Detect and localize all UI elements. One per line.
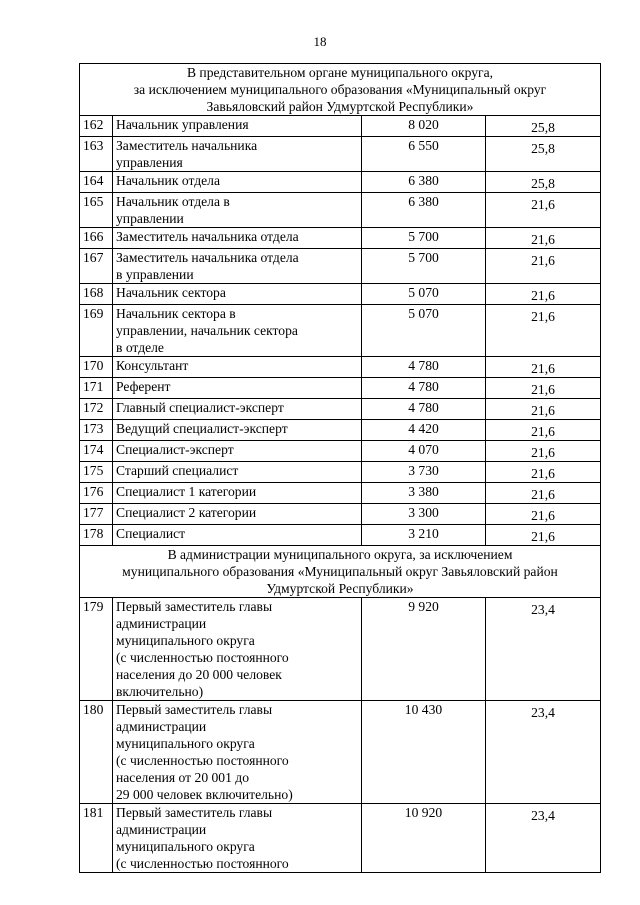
row-number: 177 [80,504,113,525]
row-number: 174 [80,441,113,462]
table-row [80,193,601,228]
position-name-line: включительно) [116,684,204,699]
salary-value: 4 780 [362,357,486,378]
row-number: 181 [80,804,113,873]
percent-cell [486,462,601,483]
salary-value: 10 430 [362,701,486,804]
salary-value: 3 210 [362,525,486,546]
table-row [80,357,601,378]
position-name-line: Первый заместитель главы [116,805,273,820]
salary-value: 6 380 [362,193,486,228]
position-name [113,399,362,420]
position-name-line: Начальник управления [116,117,249,132]
percent-cell [486,420,601,441]
position-name-line: Ведущий специалист-эксперт [116,421,288,436]
table-row [80,137,601,172]
salary-value: 10 920 [362,804,486,873]
percent-cell [486,399,601,420]
page-number: 18 [313,34,327,49]
percent-cell [486,504,601,525]
position-name-line: Заместитель начальника отдела [116,250,299,265]
percent-cell [486,441,601,462]
percent-cell [486,378,601,399]
position-name [113,525,362,546]
position-name-line: Начальник сектора в [116,306,236,321]
row-number: 165 [80,193,113,228]
salary-value: 3 380 [362,483,486,504]
percent-cell [486,284,601,305]
salary-value: 5 070 [362,284,486,305]
position-name-line: управлении [116,211,184,226]
percent-value: 21,6 [531,508,555,523]
position-name-line: (с численностью постоянного [116,856,289,871]
row-number: 178 [80,525,113,546]
table-row [80,228,601,249]
position-name-line: Начальник отдела в [116,194,230,209]
percent-cell [486,249,601,284]
table-row [80,462,601,483]
position-name-line: Начальник сектора [116,285,226,300]
row-number: 171 [80,378,113,399]
salary-value: 4 420 [362,420,486,441]
position-name [113,357,362,378]
section-heading-line: В представительном органе муниципального округа, [186,65,494,80]
position-name [113,116,362,137]
table-row [80,441,601,462]
section-heading-line: В администрации муниципального округа, за исключением [167,547,513,562]
position-name [113,441,362,462]
percent-value: 21,6 [531,403,555,418]
table-row [80,378,601,399]
row-number: 162 [80,116,113,137]
percent-cell [486,137,601,172]
table-row [80,504,601,525]
position-name-line: Главный специалист-эксперт [116,400,284,415]
table-row [80,284,601,305]
table-row [80,420,601,441]
position-name [113,598,362,701]
position-name-line: населения от 20 001 до [116,770,250,785]
position-name [113,137,362,172]
row-number: 179 [80,598,113,701]
table-row [80,525,601,546]
position-name-line: Начальник отдела [116,173,220,188]
section-heading [80,546,601,598]
position-name-line: Старший специалист [116,463,239,478]
position-name [113,378,362,399]
position-name-line: в управлении [116,267,194,282]
position-name-line: Консультант [116,358,189,373]
position-name [113,420,362,441]
row-number: 176 [80,483,113,504]
percent-value: 21,6 [531,361,555,376]
percent-value: 21,6 [531,445,555,460]
position-name-line: муниципального округа [116,736,255,751]
section-heading-line: Удмуртской Республики» [266,581,414,596]
percent-value: 21,6 [531,197,555,212]
position-name-line: управлении, начальник сектора [116,323,298,338]
percent-value: 21,6 [531,232,555,247]
section-heading-row [80,546,601,598]
percent-cell [486,228,601,249]
position-name-line: (с численностью постоянного [116,753,289,768]
table-row [80,701,601,804]
salary-value: 5 700 [362,249,486,284]
row-number: 169 [80,305,113,357]
table-row [80,249,601,284]
section-heading-line: Завьяловский район Удмуртской Республики» [206,99,474,114]
position-name-line: муниципального округа [116,633,255,648]
position-name [113,228,362,249]
position-name-line: Специалист-эксперт [116,442,234,457]
position-name [113,172,362,193]
salary-value: 5 070 [362,305,486,357]
position-name-line: Специалист [116,526,186,541]
percent-value: 21,6 [531,529,555,544]
row-number: 164 [80,172,113,193]
percent-value: 23,4 [531,705,555,720]
row-number: 168 [80,284,113,305]
row-number: 163 [80,137,113,172]
percent-value: 21,6 [531,382,555,397]
percent-cell [486,804,601,873]
percent-value: 23,4 [531,808,555,823]
table-row [80,305,601,357]
position-name [113,284,362,305]
section-heading [80,64,601,116]
percent-cell [486,483,601,504]
section-heading-line: за исключением муниципального образования «Муниципальный округ [133,82,547,97]
position-name-line: Специалист 2 категории [116,505,257,520]
salary-value: 6 550 [362,137,486,172]
percent-value: 23,4 [531,602,555,617]
row-number: 170 [80,357,113,378]
percent-value: 21,6 [531,424,555,439]
percent-value: 21,6 [531,466,555,481]
position-name-line: Заместитель начальника [116,138,258,153]
section-heading-row [80,64,601,116]
salary-table [79,63,601,873]
row-number: 172 [80,399,113,420]
position-name-line: управления [116,155,183,170]
row-number: 180 [80,701,113,804]
salary-value: 6 380 [362,172,486,193]
salary-value: 5 700 [362,228,486,249]
table-row [80,172,601,193]
position-name-line: администрации [116,616,207,631]
percent-value: 21,6 [531,309,555,324]
percent-cell [486,172,601,193]
salary-value: 4 780 [362,378,486,399]
percent-cell [486,193,601,228]
salary-value: 4 780 [362,399,486,420]
position-name-line: муниципального округа [116,839,255,854]
salary-value: 3 300 [362,504,486,525]
position-name-line: Специалист 1 категории [116,484,257,499]
salary-value: 9 920 [362,598,486,701]
position-name [113,249,362,284]
row-number: 175 [80,462,113,483]
percent-cell [486,598,601,701]
section-heading-line: муниципального образования «Муниципальный округ Завьяловский район [122,564,558,579]
position-name-line: 29 000 человек включительно) [116,787,293,802]
percent-cell [486,525,601,546]
percent-value: 25,8 [531,141,555,156]
table-row [80,483,601,504]
row-number: 167 [80,249,113,284]
position-name-line: администрации [116,822,207,837]
table-row [80,804,601,873]
position-name [113,462,362,483]
percent-cell [486,357,601,378]
salary-value: 3 730 [362,462,486,483]
position-name [113,504,362,525]
percent-value: 25,8 [531,120,555,135]
position-name-line: Первый заместитель главы [116,599,273,614]
position-name-line: Референт [116,379,171,394]
position-name-line: в отделе [116,340,164,355]
row-number: 173 [80,420,113,441]
position-name-line: Первый заместитель главы [116,702,273,717]
position-name [113,701,362,804]
position-name-line: населения до 20 000 человек [116,667,282,682]
salary-value: 4 070 [362,441,486,462]
position-name-line: (с численностью постоянного [116,650,289,665]
percent-value: 21,6 [531,253,555,268]
percent-cell [486,701,601,804]
percent-cell [486,116,601,137]
position-name [113,193,362,228]
salary-value: 8 020 [362,116,486,137]
row-number: 166 [80,228,113,249]
percent-value: 25,8 [531,176,555,191]
percent-value: 21,6 [531,288,555,303]
position-name [113,305,362,357]
position-name-line: Заместитель начальника отдела [116,229,299,244]
position-name-line: администрации [116,719,207,734]
percent-value: 21,6 [531,487,555,502]
percent-cell [486,305,601,357]
position-name [113,483,362,504]
position-name [113,804,362,873]
table-row [80,598,601,701]
table-row [80,399,601,420]
table-row [80,116,601,137]
